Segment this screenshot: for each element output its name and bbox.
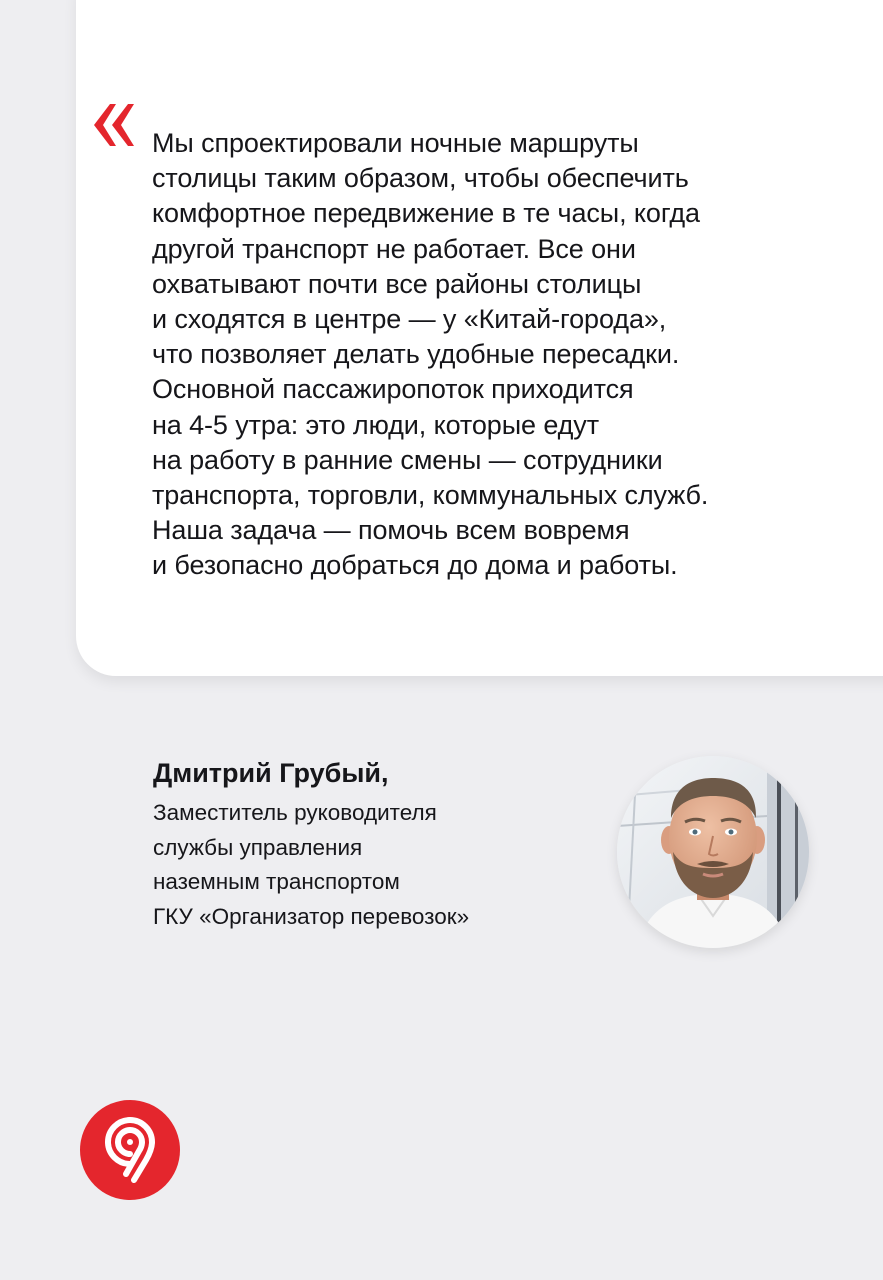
- author-role-line: службы управления: [153, 834, 363, 860]
- quote-line: транспорта, торговли, коммунальных служб.: [152, 480, 709, 511]
- quote-line: что позволяет делать удобные пересадки.: [152, 339, 680, 370]
- author-role: [153, 796, 469, 934]
- transport-logo-icon: [80, 1100, 180, 1200]
- quote-line: столицы таким образом, чтобы обеспечить: [152, 163, 689, 194]
- author-role-line: наземным транспортом: [153, 869, 400, 894]
- quote-line: и сходятся в центре — у «Китай-города»,: [152, 304, 667, 335]
- quote-line: и безопасно добраться до дома и работы.: [152, 550, 678, 581]
- avatar: [617, 756, 809, 948]
- quote-line: комфортное передвижение в те часы, когда: [152, 198, 700, 229]
- author-role-line: ГКУ «Организатор перевозок»: [153, 903, 470, 929]
- author-role-line: Заместитель руководителя: [153, 800, 437, 825]
- quote-line: Основной пассажиропоток приходится: [152, 374, 634, 405]
- portrait-photo: [617, 756, 809, 948]
- opening-quote-icon: [90, 104, 136, 146]
- author-name: Дмитрий Грубый,: [153, 758, 389, 788]
- quote-line: другой транспорт не работает. Все они: [152, 233, 636, 264]
- quote-line: на работу в ранние смены — сотрудники: [152, 444, 663, 475]
- quote-line: охватывают почти все районы столицы: [152, 268, 642, 299]
- quote-line: на 4-5 утра: это люди, которые едут: [152, 409, 599, 440]
- quote-text: [152, 126, 852, 584]
- quote-line: Наша задача — помочь всем вовремя: [152, 515, 630, 546]
- quote-line: Мы спроектировали ночные маршруты: [152, 128, 639, 158]
